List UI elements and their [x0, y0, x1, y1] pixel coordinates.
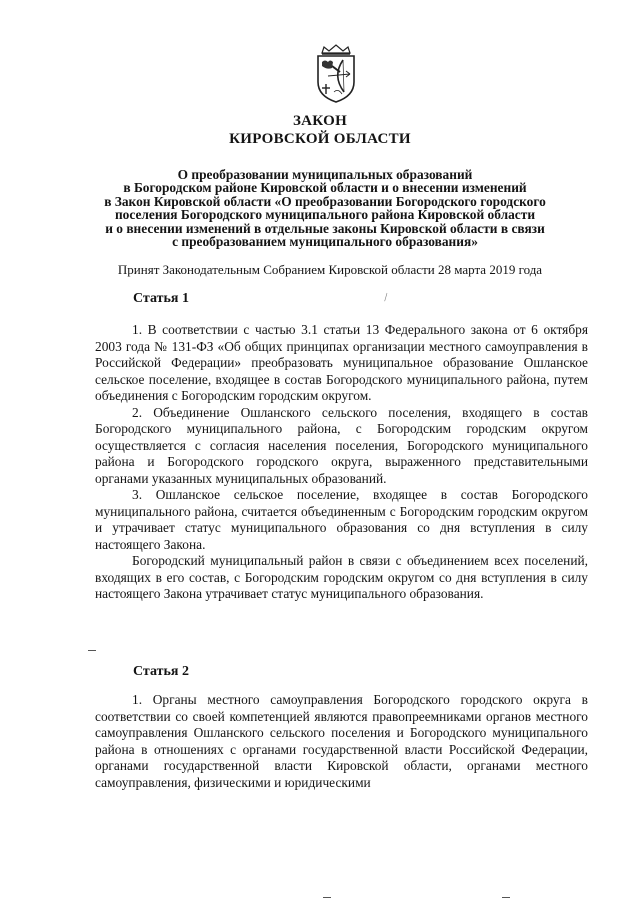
article-2-body: [95, 692, 588, 791]
law-subject-line: и о внесении изменений в отдельные законы Кировской области в связи: [105, 220, 545, 236]
law-subject-line: О преобразовании муниципальных образований: [177, 167, 473, 182]
law-subject-line: с преобразованием муниципального образования»: [172, 234, 478, 250]
law-subject-line: в Закон Кировской области «О преобразовании Богородского городского: [104, 193, 546, 209]
article-1-body: [95, 322, 588, 603]
scan-artifact: [323, 897, 331, 898]
kirov-coat-of-arms-icon: [310, 44, 362, 104]
adoption-statement: Принят Законодательным Собранием Кировской области 28 марта 2019 года: [117, 262, 543, 277]
scan-artifact: [502, 897, 510, 898]
law-subject-line: в Богородском районе Кировской области и о внесении изменений: [123, 180, 527, 196]
article-paragraph: 3. Ошланское сельское поселение, входящее в состав Богородского муниципального района, считается объединенным с Богородским городским округом и утрачивает статус муниципального образования со дня вступления в силу настоящего Закона.: [95, 487, 588, 552]
article-2-heading: Статья 2: [133, 664, 189, 679]
article-1-heading: Статья 1: [133, 291, 189, 306]
scan-artifact: [88, 650, 96, 651]
article-paragraph: 2. Объединение Ошланского сельского поселения, входящего в состав Богородского муниципального района, с Богородским городским округом осуществляется с согласия населения поселения, Богородского муниципального района и Богородского городского округа, выраженного представительными органами указанных муниципальных образований.: [95, 404, 588, 486]
law-subject: [60, 168, 590, 248]
article-paragraph: 1. В соответствии с частью 3.1 статьи 13 Федерального закона от 6 октября 2003 года № 131-ФЗ «Об общих принципах организации местного самоуправления в Российской Федерации» преобразовать муниципальное образование Ошланское сельское поселение, входящее в состав Богородского муниципального района, путем объединения с Богородским городским округом.: [95, 322, 588, 403]
law-title: ЗАКОН: [292, 113, 348, 129]
law-region-title: КИРОВСКОЙ ОБЛАСТИ: [229, 131, 411, 147]
scan-artifact: \: [380, 290, 392, 304]
article-paragraph: 1. Органы местного самоуправления Богородского городского округа в соответствии со своей компетенцией являются правопреемниками органов местного самоуправления Ошланского сельского поселения и Богородского муниципального района в отношениях с органами государственной власти Российской Федерации, органами государственной власти Кировской области, органами местного самоуправления, физическими и юридическими: [95, 692, 588, 790]
law-subject-line: поселения Богородского муниципального района Кировской области: [114, 207, 536, 223]
article-paragraph: Богородский муниципальный район в связи с объединением всех поселений, входящих в его состав, с Богородским городским округом со дня вступления в силу настоящего Закона утрачивает статус муниципального образования.: [95, 553, 588, 601]
